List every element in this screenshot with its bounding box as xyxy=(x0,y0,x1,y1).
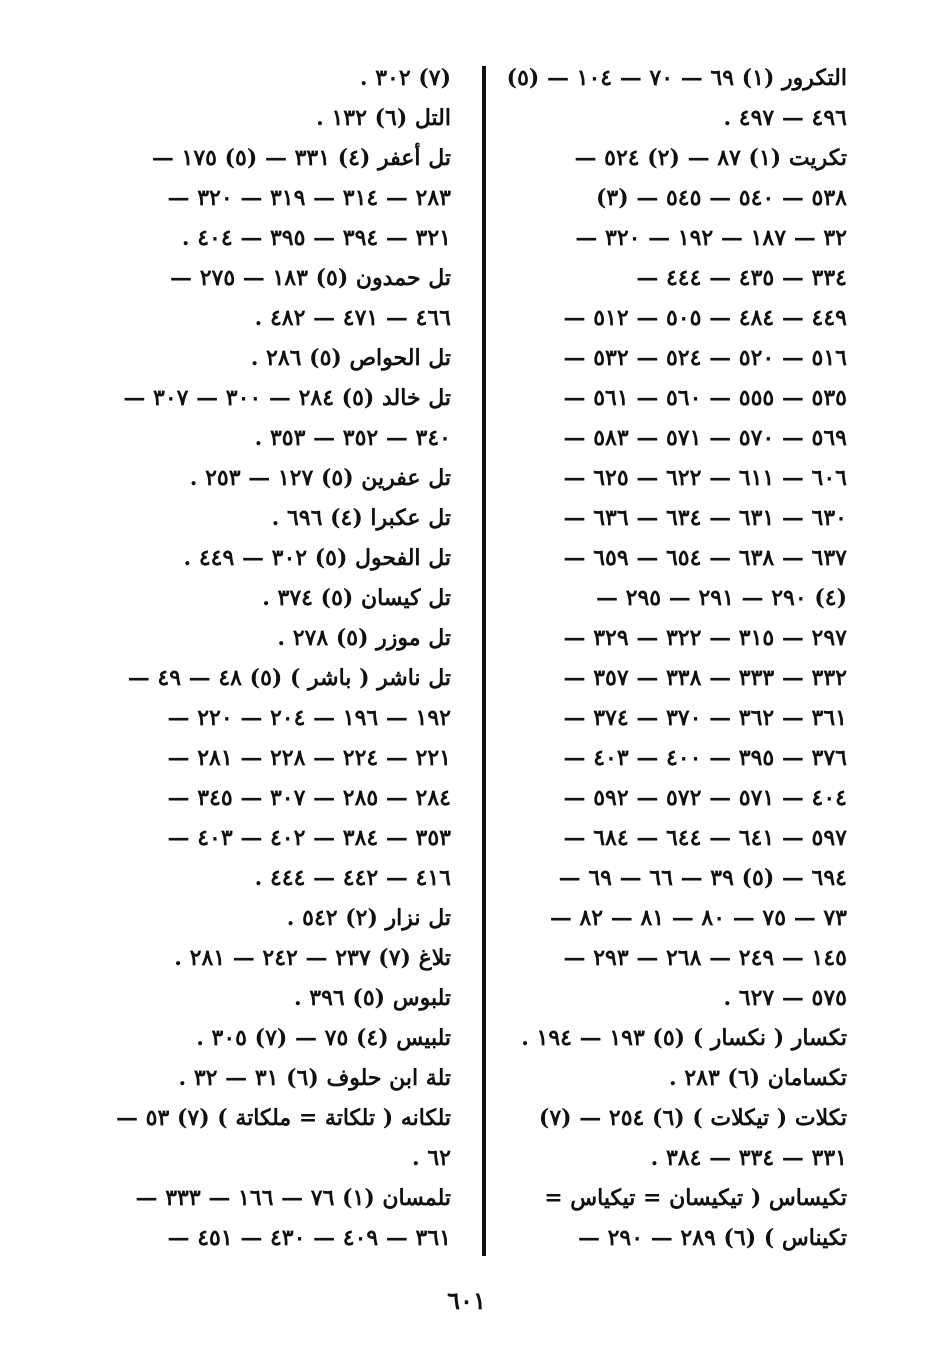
page-number: ٦٠١ xyxy=(447,1286,486,1315)
column-divider xyxy=(482,66,486,1256)
index-line: تل الفحول (٥) ٣٠٢ — ٤٤٩ . xyxy=(183,545,451,571)
index-line: التكرور (١) ٦٩ — ٧٠ — ١٠٤ — (٥) xyxy=(506,65,847,91)
index-line: تلمسان (١) ٧٦ — ١٦٦ — ٣٣٣ — xyxy=(135,1185,451,1211)
index-line: ٢٨٣ — ٣١٤ — ٣١٩ — ٣٢٠ — xyxy=(167,185,451,211)
index-line: تل موزر (٥) ٢٧٨ . xyxy=(277,625,451,651)
index-line: ٢٢١ — ٢٢٤ — ٢٢٨ — ٢٨١ — xyxy=(167,745,451,771)
index-line: تل خالد (٥) ٢٨٤ — ٣٠٠ — ٣٠٧ — xyxy=(123,385,451,411)
index-line: تل الحواص (٥) ٢٨٦ . xyxy=(250,345,451,371)
index-line: ٣٢ — ١٨٧ — ١٩٢ — ٣٢٠ — xyxy=(575,225,847,251)
index-column-right xyxy=(502,58,847,1258)
index-line: ٣٢١ — ٣٩٤ — ٣٩٥ — ٤٠٤ . xyxy=(181,225,451,251)
index-line: ٥٣٥ — ٥٥٥ — ٥٦٠ — ٥٦١ — xyxy=(563,385,847,411)
index-line: ٤١٦ — ٤٤٢ — ٤٤٤ . xyxy=(254,865,451,891)
index-line: تكسامان (٦) ٢٨٣ . xyxy=(668,1065,847,1091)
index-line: ٦٣٠ — ٦٣١ — ٦٣٤ — ٦٣٦ — xyxy=(563,505,847,531)
index-line: ٣٣٢ — ٣٣٣ — ٣٣٨ — ٣٥٧ — xyxy=(563,665,847,691)
index-line: تكسار ( نكسار ) (٥) ١٩٣ — ١٩٤ . xyxy=(521,1025,847,1051)
index-line: تكلات ( تيكلات ) (٦) ٢٥٤ — (٧) xyxy=(538,1105,847,1131)
index-column-left xyxy=(101,58,451,1258)
index-line: تل أعفر (٤) ٣٣١ — (٥) ١٧٥ — xyxy=(151,145,451,171)
index-line: ٧٣ — ٧٥ — ٨٠ — ٨١ — ٨٢ — xyxy=(549,905,847,931)
index-line: ٥٧٥ — ٦٢٧ . xyxy=(723,985,847,1011)
index-line: ٤٦٦ — ٤٧١ — ٤٨٢ . xyxy=(254,305,451,331)
index-line: تل عكبرا (٤) ٦٩٦ . xyxy=(271,505,451,531)
index-line: تلاغ (٧) ٢٣٧ — ٢٤٢ — ٢٨١ . xyxy=(174,945,451,971)
index-line: تل حمدون (٥) ١٨٣ — ٢٧٥ — xyxy=(170,265,451,291)
index-line: (٤) ٢٩٠ — ٢٩١ — ٢٩٥ — xyxy=(595,585,847,611)
index-line: تلكانه ( تلكاتة = ملكاتة ) (٧) ٥٣ — xyxy=(115,1105,451,1131)
index-line: تكيساس ( تيكيسان = تيكياس = xyxy=(544,1185,847,1211)
index-line: (٧) ٣٠٢ . xyxy=(359,65,451,91)
index-line: ٢٩٧ — ٣١٥ — ٣٢٢ — ٣٢٩ — xyxy=(563,625,847,651)
index-line: ٤٩٦ — ٤٩٧ . xyxy=(723,105,847,131)
index-line: ٣٥٣ — ٣٨٤ — ٤٠٢ — ٤٠٣ — xyxy=(167,825,451,851)
index-line: تل كيسان (٥) ٣٧٤ . xyxy=(262,585,451,611)
index-line: ٣٦١ — ٤٠٩ — ٤٣٠ — ٤٥١ — xyxy=(167,1225,451,1251)
index-line: تلبوس (٥) ٣٩٦ . xyxy=(293,985,451,1011)
index-line: تلة ابن حلوف (٦) ٣١ — ٣٢ . xyxy=(178,1065,451,1091)
index-line: تل نزار (٢) ٥٤٢ . xyxy=(286,905,451,931)
index-line: ١٩٢ — ١٩٦ — ٢٠٤ — ٢٢٠ — xyxy=(167,705,451,731)
index-line: تكريت (١) ٨٧ — (٢) ٥٢٤ — xyxy=(574,145,847,171)
index-line: ٣٤٠ — ٣٥٢ — ٣٥٣ . xyxy=(254,425,451,451)
index-line: ١٤٥ — ٢٤٩ — ٢٦٨ — ٢٩٣ — xyxy=(563,945,847,971)
index-line: ٥٣٨ — ٥٤٠ — ٥٤٥ — (٣) xyxy=(596,185,847,211)
index-line: ٦٢ . xyxy=(412,1145,451,1171)
index-line: ٦٣٧ — ٦٣٨ — ٦٥٤ — ٦٥٩ — xyxy=(563,545,847,571)
index-line: ٦٩٤ — (٥) ٣٩ — ٦٦ — ٦٩ — xyxy=(558,865,847,891)
index-line: ٣٣٤ — ٤٣٥ — ٤٤٤ — xyxy=(636,265,847,291)
index-line: ٢٨٤ — ٢٨٥ — ٣٠٧ — ٣٤٥ — xyxy=(167,785,451,811)
index-line: التل (٦) ١٣٢ . xyxy=(316,105,451,131)
index-line: تل ناشر ( باشر ) (٥) ٤٨ — ٤٩ — xyxy=(127,665,451,691)
index-line: ٦٠٦ — ٦١١ — ٦٢٢ — ٦٢٥ — xyxy=(563,465,847,491)
index-line: ٥٩٧ — ٦٤١ — ٦٤٤ — ٦٨٤ — xyxy=(563,825,847,851)
index-line: تلبيس (٤) ٧٥ — (٧) ٣٠٥ . xyxy=(196,1025,451,1051)
index-line: تكيناس ) (٦) ٢٨٩ — ٢٩٠ — xyxy=(577,1225,847,1251)
index-line: ٥١٦ — ٥٢٠ — ٥٢٤ — ٥٣٢ — xyxy=(563,345,847,371)
index-line: تل عفرين (٥) ١٢٧ — ٢٥٣ . xyxy=(189,465,451,491)
index-line: ٤٠٤ — ٥٧١ — ٥٧٢ — ٥٩٢ — xyxy=(563,785,847,811)
index-line: ٣٣١ — ٣٣٤ — ٣٨٤ . xyxy=(650,1145,847,1171)
index-line: ٥٦٩ — ٥٧٠ — ٥٧١ — ٥٨٣ — xyxy=(563,425,847,451)
index-line: ٣٧٦ — ٣٩٥ — ٤٠٠ — ٤٠٣ — xyxy=(563,745,847,771)
index-line: ٣٦١ — ٣٦٢ — ٣٧٠ — ٣٧٤ — xyxy=(563,705,847,731)
index-line: ٤٤٩ — ٤٨٤ — ٥٠٥ — ٥١٢ — xyxy=(563,305,847,331)
